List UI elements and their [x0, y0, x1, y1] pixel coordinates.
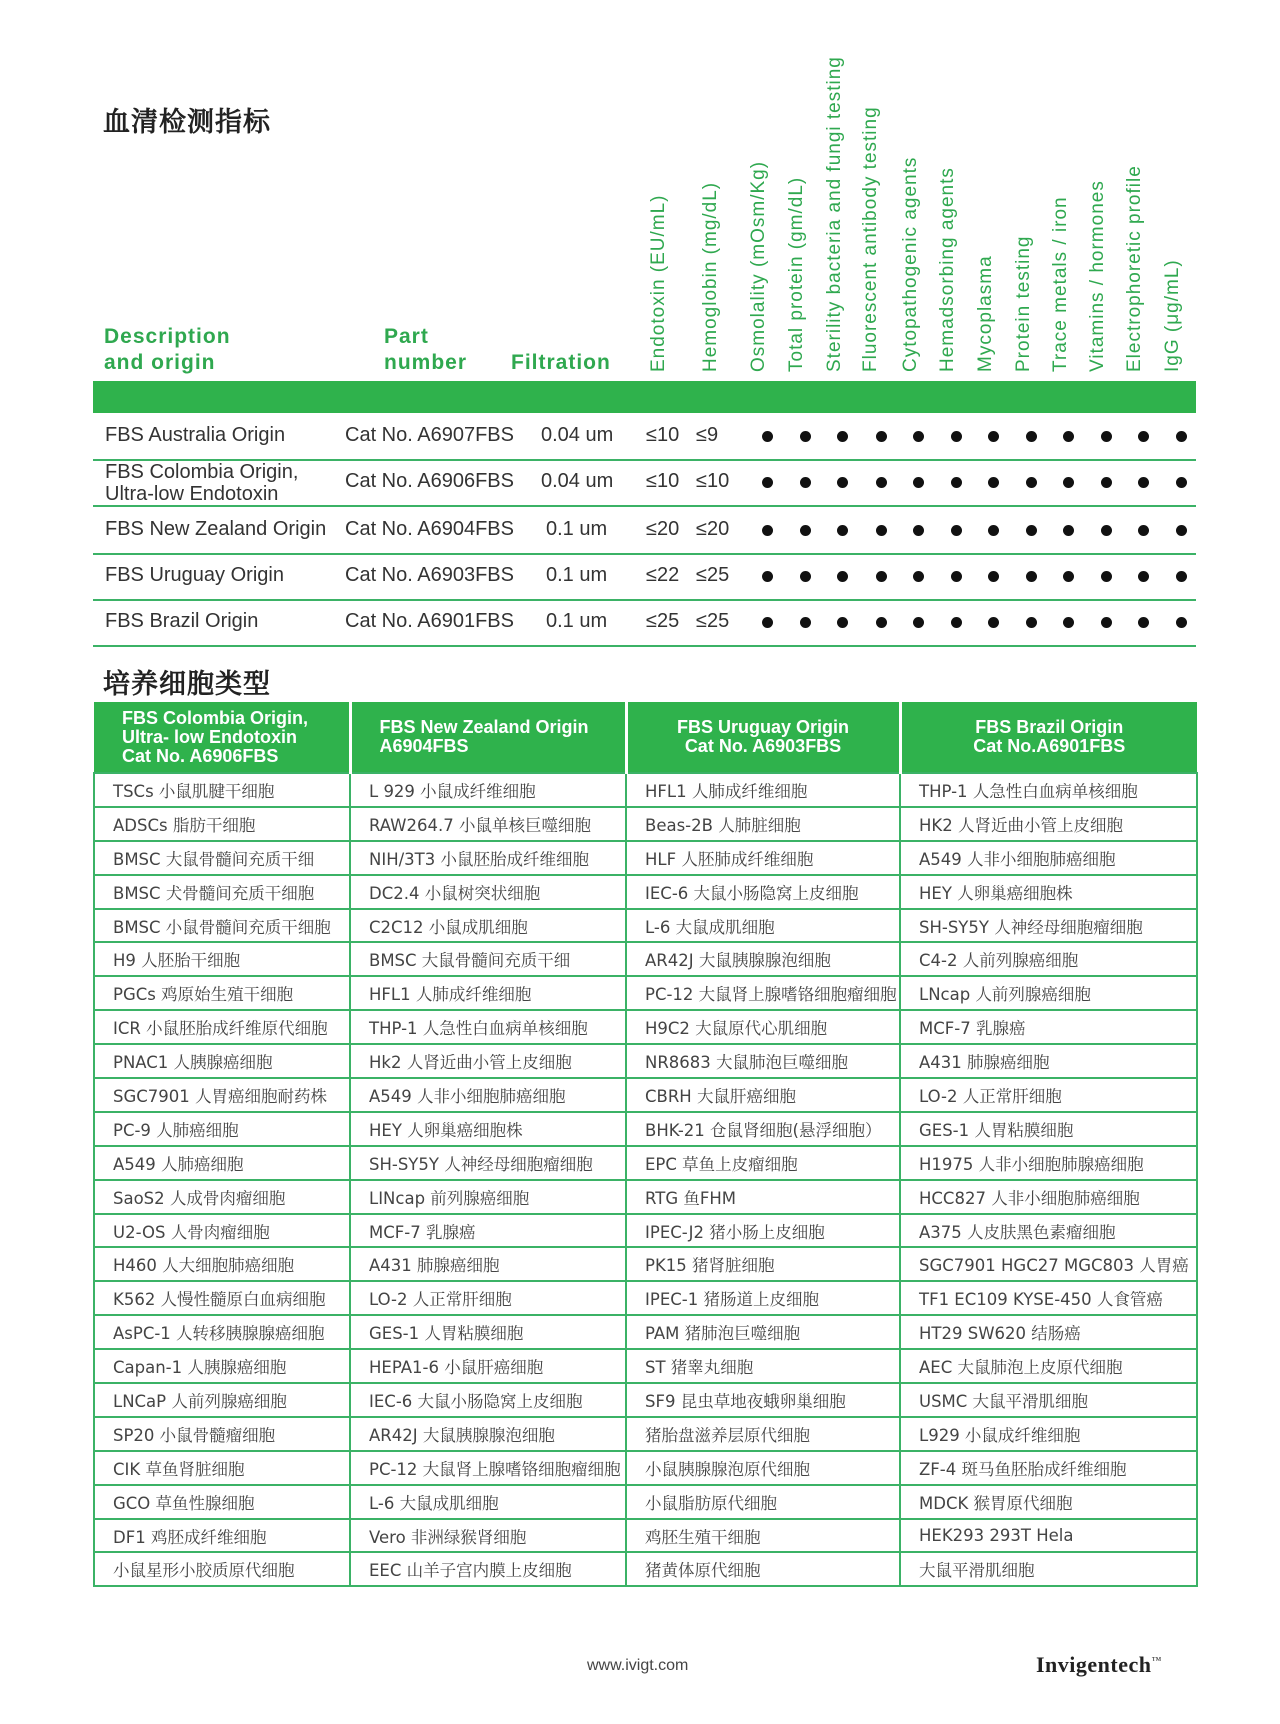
table-cell: LNcap 人前列腺癌细胞 [900, 976, 1197, 1010]
trademark-mark: ™ [1151, 1655, 1162, 1667]
table-cell: L 929 小鼠成纤维细胞 [350, 773, 626, 807]
table-cell: PGCs 鸡原始生殖干细胞 [94, 976, 350, 1010]
table-cell: BMSC 大鼠骨髓间充质干细 [94, 841, 350, 875]
check-dot [876, 477, 887, 488]
table-cell: HFL1 人肺成纤维细胞 [350, 976, 626, 1010]
table-cell: H9 人胚胎干细胞 [94, 942, 350, 976]
rotated-header-4: Sterility bacteria and fungi testing [824, 56, 845, 372]
table-cell: EEC 山羊子宫内膜上皮细胞 [350, 1552, 626, 1586]
table-cell: SaoS2 人成骨肉瘤细胞 [94, 1180, 350, 1214]
table-row [94, 1112, 1197, 1146]
check-dot [1101, 525, 1112, 536]
filtration-header: Filtration [511, 351, 611, 374]
product-description: FBS Australia Origin [105, 424, 286, 446]
check-dot [876, 525, 887, 536]
hemoglobin-value: ≤10 [696, 470, 730, 492]
check-dot [876, 431, 887, 442]
check-dot [1063, 571, 1074, 582]
check-dot [1138, 431, 1149, 442]
table-cell: SH-SY5Y 人神经母细胞瘤细胞 [350, 1146, 626, 1180]
table-row [94, 1281, 1197, 1315]
product-row [93, 459, 1196, 507]
table-cell: Vero 非洲绿猴肾细胞 [350, 1519, 626, 1553]
check-dot [800, 525, 811, 536]
table-cell: ZF-4 斑马鱼胚胎成纤维细胞 [900, 1451, 1197, 1485]
table-cell: L-6 大鼠成肌细胞 [626, 909, 900, 943]
table-cell: H9C2 大鼠原代心肌细胞 [626, 1010, 900, 1044]
table-row [94, 875, 1197, 909]
part-number-header [384, 324, 467, 376]
table-cell: HFL1 人肺成纤维细胞 [626, 773, 900, 807]
table-cell: ST 猪睾丸细胞 [626, 1349, 900, 1383]
product-row [93, 413, 1196, 461]
check-dot [951, 525, 962, 536]
check-dot [1101, 477, 1112, 488]
table-cell: HT29 SW620 结肠癌 [900, 1315, 1197, 1349]
table-cell: EPC 草鱼上皮瘤细胞 [626, 1146, 900, 1180]
product-row [93, 507, 1196, 555]
endotoxin-value: ≤10 [646, 424, 680, 446]
check-dot [1063, 431, 1074, 442]
table-cell: AR42J 大鼠胰腺腺泡细胞 [350, 1417, 626, 1451]
table-cell: NIH/3T3 小鼠胚胎成纤维细胞 [350, 841, 626, 875]
table-row [94, 1214, 1197, 1248]
table-row [94, 1451, 1197, 1485]
check-dot [762, 431, 773, 442]
table-cell: LINcap 前列腺癌细胞 [350, 1180, 626, 1214]
table-cell: PAM 猪肺泡巨噬细胞 [626, 1315, 900, 1349]
table-cell: Capan-1 人胰腺癌细胞 [94, 1349, 350, 1383]
table-cell: RAW264.7 小鼠单核巨噬细胞 [350, 807, 626, 841]
check-dot [800, 571, 811, 582]
check-dot [913, 571, 924, 582]
cell-table-header [94, 702, 1197, 773]
table-row [94, 1247, 1197, 1281]
check-dot [1176, 571, 1187, 582]
table-cell: K562 人慢性髓原白血病细胞 [94, 1281, 350, 1315]
check-dot [988, 431, 999, 442]
check-dot [1176, 617, 1187, 628]
table-cell: AR42J 大鼠胰腺腺泡细胞 [626, 942, 900, 976]
table-cell: PC-12 大鼠肾上腺嗜铬细胞瘤细胞 [626, 976, 900, 1010]
hemoglobin-value: ≤20 [696, 518, 730, 540]
table-cell: U2-OS 人骨肉瘤细胞 [94, 1214, 350, 1248]
table-cell: PK15 猪肾脏细胞 [626, 1247, 900, 1281]
table-cell: NR8683 大鼠肺泡巨噬细胞 [626, 1044, 900, 1078]
check-dot [1026, 477, 1037, 488]
cells-section-title: 培养细胞类型 [103, 669, 271, 700]
product-row [93, 553, 1196, 601]
table-cell: H460 人大细胞肺癌细胞 [94, 1247, 350, 1281]
rotated-header-6: Cytopathogenic agents [900, 156, 921, 372]
check-dot [951, 431, 962, 442]
table-cell: Beas-2B 人肺脏细胞 [626, 807, 900, 841]
table-cell: PNAC1 人胰腺癌细胞 [94, 1044, 350, 1078]
table-cell: A549 人非小细胞肺癌细胞 [350, 1078, 626, 1112]
part-number: Cat No. A6903FBS [345, 564, 514, 586]
part-header-line1: Part [384, 325, 429, 348]
table-cell: CIK 草鱼肾脏细胞 [94, 1451, 350, 1485]
check-dot [1138, 525, 1149, 536]
table-cell: ADSCs 脂肪干细胞 [94, 807, 350, 841]
rotated-header-13: IgG (μg/mL) [1162, 259, 1183, 372]
table-cell: HEY 人卵巢癌细胞株 [900, 875, 1197, 909]
check-dot [800, 431, 811, 442]
product-description: FBS Brazil Origin [105, 610, 259, 632]
hemoglobin-value: ≤9 [696, 424, 719, 446]
check-dot [1026, 525, 1037, 536]
table-cell: SF9 昆虫草地夜蛾卵巢细胞 [626, 1383, 900, 1417]
check-dot [762, 525, 773, 536]
check-dot [988, 617, 999, 628]
table-cell: ICR 小鼠胚胎成纤维原代细胞 [94, 1010, 350, 1044]
check-dot [876, 571, 887, 582]
table-row [94, 807, 1197, 841]
filtration-value: 0.04 um [541, 470, 614, 492]
rotated-header-12: Electrophoretic profile [1124, 165, 1145, 372]
product-description: FBS Uruguay Origin [105, 564, 284, 586]
table-cell: MDCK 猴胃原代细胞 [900, 1485, 1197, 1519]
table-cell: PC-9 人肺癌细胞 [94, 1112, 350, 1146]
table-cell: H1975 人非小细胞肺腺癌细胞 [900, 1146, 1197, 1180]
table-cell: L-6 大鼠成肌细胞 [350, 1485, 626, 1519]
table-cell: IEC-6 大鼠小肠隐窝上皮细胞 [626, 875, 900, 909]
filtration-value: 0.1 um [546, 610, 608, 632]
check-dot [1138, 477, 1149, 488]
hemoglobin-value: ≤25 [696, 610, 730, 632]
hemoglobin-value: ≤25 [696, 564, 730, 586]
table-cell: THP-1 人急性白血病单核细胞 [350, 1010, 626, 1044]
table-cell: 小鼠脂肪原代细胞 [626, 1485, 900, 1519]
table-cell: MCF-7 乳腺癌 [350, 1214, 626, 1248]
check-dot [988, 477, 999, 488]
check-dot [951, 617, 962, 628]
column-header-colombia: FBS Colombia Origin, Ultra- low Endotoxin Cat No. A6906FBS [94, 702, 350, 773]
table-row [94, 773, 1197, 807]
table-row [94, 1417, 1197, 1451]
rotated-header-7: Hemadsorbing agents [937, 167, 958, 372]
table-cell: THP-1 人急性白血病单核细胞 [900, 773, 1197, 807]
rotated-header-10: Trace metals / iron [1050, 196, 1071, 372]
table-cell: LNCaP 人前列腺癌细胞 [94, 1383, 350, 1417]
table-cell: A375 人皮肤黑色素瘤细胞 [900, 1214, 1197, 1248]
table-row [94, 976, 1197, 1010]
table-cell: A549 人肺癌细胞 [94, 1146, 350, 1180]
table-row [94, 1552, 1197, 1586]
column-header-brazil: FBS Brazil Origin Cat No.A6901FBS [900, 702, 1197, 773]
table-cell: DC2.4 小鼠树突状细胞 [350, 875, 626, 909]
endotoxin-value: ≤20 [646, 518, 680, 540]
check-dot [913, 525, 924, 536]
table-cell: HLF 人胚肺成纤维细胞 [626, 841, 900, 875]
description-header-line1: Description [104, 325, 231, 348]
table-cell: HK2 人肾近曲小管上皮细胞 [900, 807, 1197, 841]
header-green-bar [93, 381, 1196, 413]
check-dot [1063, 477, 1074, 488]
description-header-line2: and origin [104, 351, 216, 374]
check-dot [1176, 525, 1187, 536]
table-cell: 小鼠星形小胶质原代细胞 [94, 1552, 350, 1586]
check-dot [1026, 617, 1037, 628]
part-number: Cat No. A6906FBS [345, 470, 514, 492]
table-cell: GES-1 人胃粘膜细胞 [900, 1112, 1197, 1146]
table-cell: SH-SY5Y 人神经母细胞瘤细胞 [900, 909, 1197, 943]
check-dot [1063, 525, 1074, 536]
check-dot [1101, 571, 1112, 582]
check-dot [913, 617, 924, 628]
table-cell: RTG 鱼FHM [626, 1180, 900, 1214]
table-cell: SGC7901 HGC27 MGC803 人胃癌 [900, 1247, 1197, 1281]
column-header-uruguay: FBS Uruguay Origin Cat No. A6903FBS [626, 702, 900, 773]
table-cell: 猪黄体原代细胞 [626, 1552, 900, 1586]
rotated-header-3: Total protein (gm/dL) [786, 176, 807, 372]
table-cell: IPEC-1 猪肠道上皮细胞 [626, 1281, 900, 1315]
table-cell: GCO 草鱼性腺细胞 [94, 1485, 350, 1519]
check-dot [988, 571, 999, 582]
part-number: Cat No. A6901FBS [345, 610, 514, 632]
check-dot [762, 571, 773, 582]
table-cell: SP20 小鼠骨髓瘤细胞 [94, 1417, 350, 1451]
product-description: FBS New Zealand Origin [105, 518, 327, 540]
table-cell: AEC 大鼠肺泡上皮原代细胞 [900, 1349, 1197, 1383]
table-cell: TF1 EC109 KYSE-450 人食管癌 [900, 1281, 1197, 1315]
check-dot [1101, 431, 1112, 442]
rotated-header-1: Hemoglobin (mg/dL) [700, 181, 721, 372]
table-cell: A431 肺腺癌细胞 [900, 1044, 1197, 1078]
table-cell: HEY 人卵巢癌细胞株 [350, 1112, 626, 1146]
cell-table-body [94, 773, 1197, 1586]
table-cell: 猪胎盘滋养层原代细胞 [626, 1417, 900, 1451]
check-dot [876, 617, 887, 628]
filtration-value: 0.1 um [546, 564, 608, 586]
check-dot [837, 477, 848, 488]
check-dot [1063, 617, 1074, 628]
filtration-value: 0.04 um [541, 424, 614, 446]
check-dot [1176, 477, 1187, 488]
table-cell: TSCs 小鼠肌腱干细胞 [94, 773, 350, 807]
table-cell: BHK-21 仓鼠肾细胞(悬浮细胞） [626, 1112, 900, 1146]
check-dot [762, 617, 773, 628]
footer-url[interactable]: www.ivigt.com [587, 1657, 689, 1674]
check-dot [800, 617, 811, 628]
table-cell: 鸡胚生殖干细胞 [626, 1519, 900, 1553]
table-cell: HEPA1-6 小鼠肝癌细胞 [350, 1349, 626, 1383]
column-header-new-zealand: FBS New Zealand Origin A6904FBS [350, 702, 626, 773]
table-cell: LO-2 人正常肝细胞 [900, 1078, 1197, 1112]
part-header-line2: number [384, 351, 468, 374]
check-dot [951, 571, 962, 582]
table-row [94, 1383, 1197, 1417]
table-cell: USMC 大鼠平滑肌细胞 [900, 1383, 1197, 1417]
product-row [93, 599, 1196, 647]
table-cell: CBRH 大鼠肝癌细胞 [626, 1078, 900, 1112]
table-row [94, 841, 1197, 875]
table-row [94, 1315, 1197, 1349]
check-dot [988, 525, 999, 536]
endotoxin-value: ≤10 [646, 470, 680, 492]
table-row [94, 1010, 1197, 1044]
description-header [104, 324, 231, 376]
brand-name: Invigentech [1036, 1652, 1152, 1677]
table-cell: BMSC 犬骨髓间充质干细胞 [94, 875, 350, 909]
check-dot [1101, 617, 1112, 628]
table-cell: PC-12 大鼠肾上腺嗜铬细胞瘤细胞 [350, 1451, 626, 1485]
check-dot [1026, 431, 1037, 442]
table-cell: HEK293 293T Hela [900, 1519, 1197, 1553]
check-dot [913, 431, 924, 442]
filtration-value: 0.1 um [546, 518, 608, 540]
table-row [94, 1349, 1197, 1383]
check-dot [1176, 431, 1187, 442]
table-cell: IPEC-J2 猪小肠上皮细胞 [626, 1214, 900, 1248]
product-description: FBS Colombia Origin, Ultra-low Endotoxin [105, 461, 299, 505]
table-cell: C4-2 人前列腺癌细胞 [900, 942, 1197, 976]
check-dot [951, 477, 962, 488]
table-cell: 大鼠平滑肌细胞 [900, 1552, 1197, 1586]
table-cell: DF1 鸡胚成纤维细胞 [94, 1519, 350, 1553]
endotoxin-value: ≤22 [646, 564, 680, 586]
table-cell: IEC-6 大鼠小肠隐窝上皮细胞 [350, 1383, 626, 1417]
check-dot [837, 431, 848, 442]
check-dot [837, 617, 848, 628]
table-cell: SGC7901 人胃癌细胞耐药株 [94, 1078, 350, 1112]
table-cell: A549 人非小细胞肺癌细胞 [900, 841, 1197, 875]
table-row [94, 1078, 1197, 1112]
serum-section-title: 血清检测指标 [103, 107, 271, 138]
rotated-header-8: Mycoplasma [975, 255, 996, 372]
rotated-header-2: Osmolality (mOsm/Kg) [748, 160, 769, 372]
rotated-header-0: Endotoxin (EU/mL) [648, 194, 669, 372]
table-row [94, 942, 1197, 976]
table-cell: GES-1 人胃粘膜细胞 [350, 1315, 626, 1349]
table-cell: BMSC 小鼠骨髓间充质干细胞 [94, 909, 350, 943]
part-number: Cat No. A6907FBS [345, 424, 514, 446]
table-row [94, 909, 1197, 943]
brand-logo [1036, 1652, 1162, 1678]
table-cell: MCF-7 乳腺癌 [900, 1010, 1197, 1044]
rotated-header-11: Vitamins / hormones [1087, 180, 1108, 372]
table-cell: 小鼠胰腺腺泡原代细胞 [626, 1451, 900, 1485]
endotoxin-value: ≤25 [646, 610, 680, 632]
table-row [94, 1485, 1197, 1519]
cell-type-table [93, 702, 1198, 1587]
table-cell: LO-2 人正常肝细胞 [350, 1281, 626, 1315]
table-cell: BMSC 大鼠骨髓间充质干细 [350, 942, 626, 976]
table-cell: A431 肺腺癌细胞 [350, 1247, 626, 1281]
part-number: Cat No. A6904FBS [345, 518, 514, 540]
check-dot [837, 571, 848, 582]
table-row [94, 1519, 1197, 1553]
table-row [94, 1146, 1197, 1180]
table-cell: L929 小鼠成纤维细胞 [900, 1417, 1197, 1451]
check-dot [837, 525, 848, 536]
check-dot [762, 477, 773, 488]
check-dot [1026, 571, 1037, 582]
table-cell: AsPC-1 人转移胰腺腺癌细胞 [94, 1315, 350, 1349]
table-row [94, 1044, 1197, 1078]
check-dot [1138, 617, 1149, 628]
rotated-header-9: Protein testing [1013, 235, 1034, 372]
check-dot [800, 477, 811, 488]
check-dot [1138, 571, 1149, 582]
table-cell: C2C12 小鼠成肌细胞 [350, 909, 626, 943]
rotated-header-5: Fluorescent antibody testing [860, 106, 881, 372]
table-row [94, 1180, 1197, 1214]
table-cell: HCC827 人非小细胞肺癌细胞 [900, 1180, 1197, 1214]
check-dot [913, 477, 924, 488]
table-cell: Hk2 人肾近曲小管上皮细胞 [350, 1044, 626, 1078]
